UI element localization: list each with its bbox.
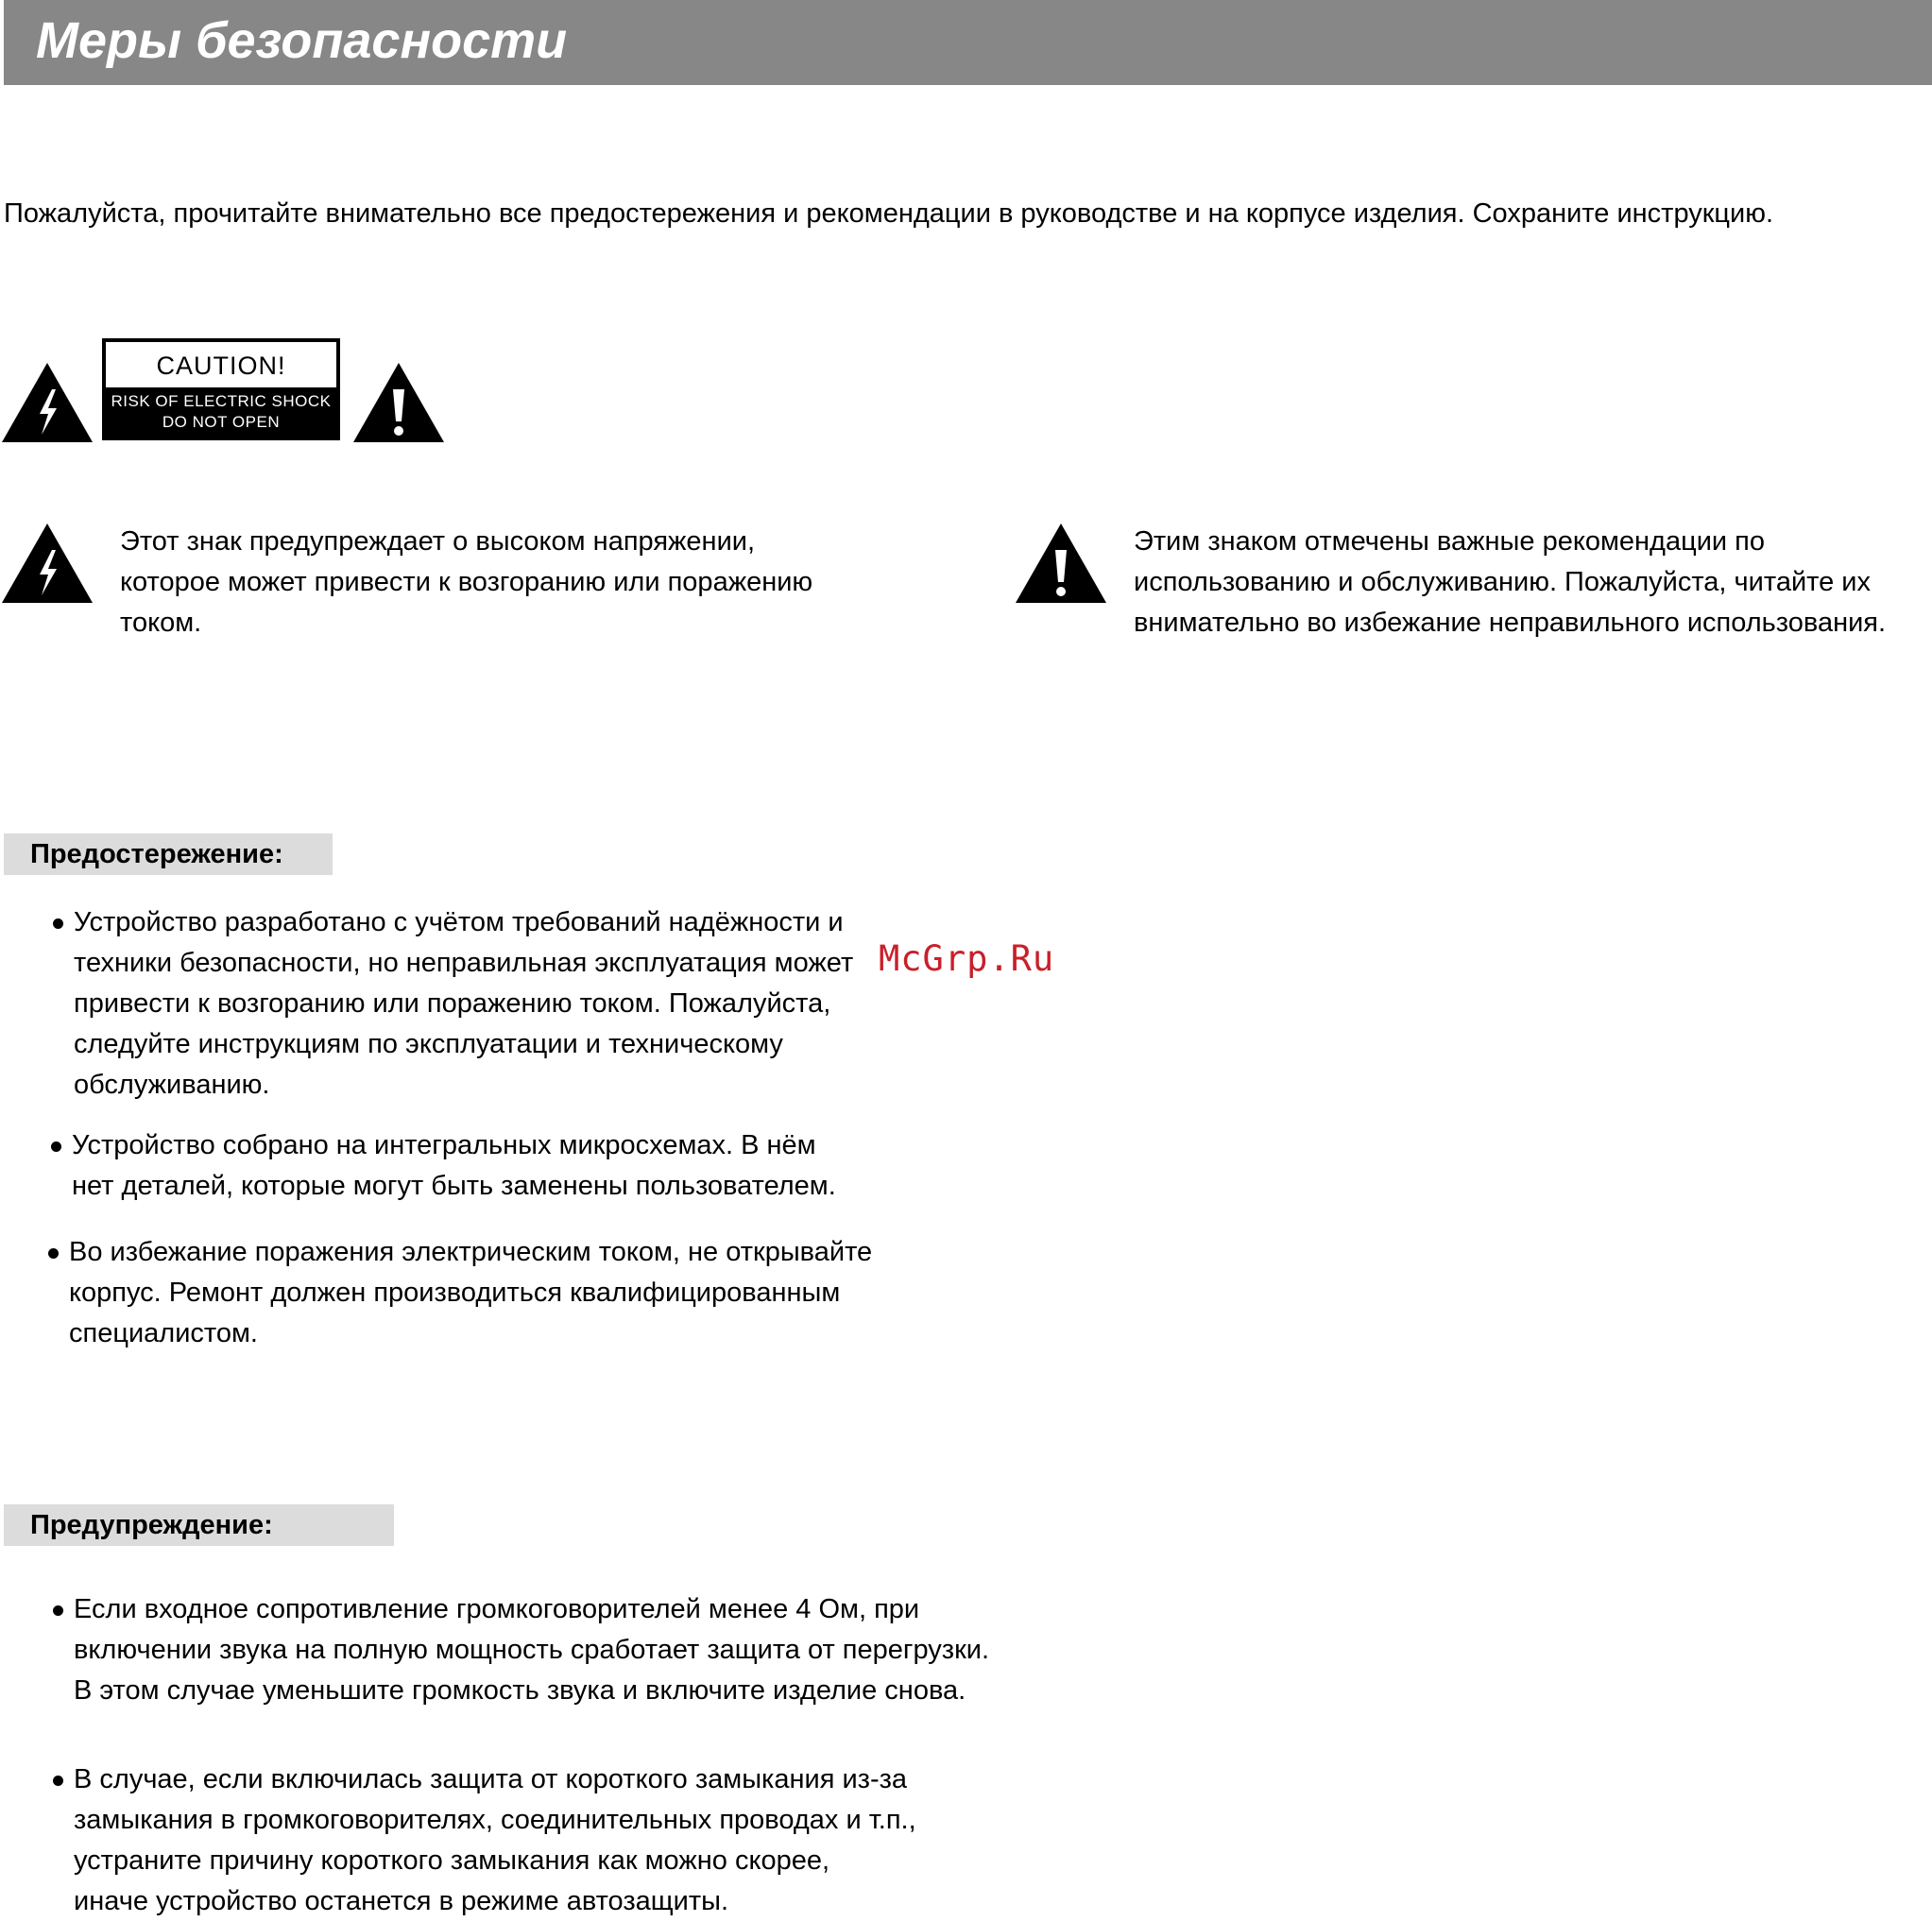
exclamation-symbol-icon bbox=[1014, 522, 1108, 605]
watermark: McGrp.Ru bbox=[879, 938, 1055, 979]
bullet-icon bbox=[48, 1248, 59, 1259]
page-title: Меры безопасности bbox=[36, 12, 568, 69]
caution-label-line2: DO NOT OPEN bbox=[162, 413, 281, 431]
lightning-warning-icon bbox=[0, 361, 94, 444]
bullet-icon bbox=[53, 918, 63, 929]
caution-section-heading: Предостережение: bbox=[4, 833, 333, 875]
bullet-icon bbox=[53, 1776, 63, 1786]
list-item bbox=[74, 1589, 989, 1711]
intro-text: Пожалуйста, прочитайте внимательно все предостережения и рекомендации в руководстве и на корпусе изделия. Сохраните инструкцию. bbox=[4, 198, 1774, 229]
caution-item-3: Во избежание поражения электрическим током, не открывайте корпус. Ремонт должен производиться квалифицированным специалистом. bbox=[69, 1237, 873, 1348]
caution-label bbox=[102, 338, 340, 440]
exclamation-symbol-description: Этим знаком отмечены важные рекомендации по использованию и обслуживанию. Пожалуйста, читайте их внимательно во избежание неправильного использования. bbox=[1134, 526, 1887, 638]
list-item bbox=[72, 1125, 836, 1207]
warning-section-heading: Предупреждение: bbox=[4, 1504, 394, 1546]
exclamation-warning-icon bbox=[351, 361, 446, 444]
list-item bbox=[74, 902, 853, 1106]
caution-label-line1: RISK OF ELECTRIC SHOCK bbox=[111, 392, 332, 410]
caution-label-band bbox=[106, 387, 336, 437]
caution-item-2: Устройство собрано на интегральных микросхемах. В нём нет деталей, которые могут быть заменены пользователем. bbox=[72, 1130, 836, 1201]
list-item bbox=[69, 1232, 872, 1354]
bullet-icon bbox=[51, 1141, 61, 1152]
lightning-symbol-description: Этот знак предупреждает о высоком напряжении, которое может привести к возгоранию или поражению током. bbox=[120, 526, 813, 638]
caution-label-title: CAUTION! bbox=[156, 352, 286, 380]
warning-item-1: Если входное сопротивление громкоговорителей менее 4 Ом, при включении звука на полную мощность сработает защита от перегрузки. В этом случае уменьшите громкость звука и включите изделие снова. bbox=[74, 1594, 990, 1706]
list-item bbox=[74, 1759, 916, 1922]
lightning-symbol-icon bbox=[0, 522, 94, 605]
bullet-icon bbox=[53, 1605, 63, 1616]
warning-item-2: В случае, если включилась защита от короткого замыкания из-за замыкания в громкоговорителях, соединительных проводах и т.п., устраните причину короткого замыкания как можно скорее, иначе устройство останется в режиме автозащиты. bbox=[74, 1764, 916, 1916]
caution-item-1: Устройство разработано с учётом требований надёжности и техники безопасности, но неправильная эксплуатация может привести к возгоранию или поражению током. Пожалуйста, следуйте инструкциям по эксплуатации и техническому обслуживанию. bbox=[74, 907, 854, 1100]
